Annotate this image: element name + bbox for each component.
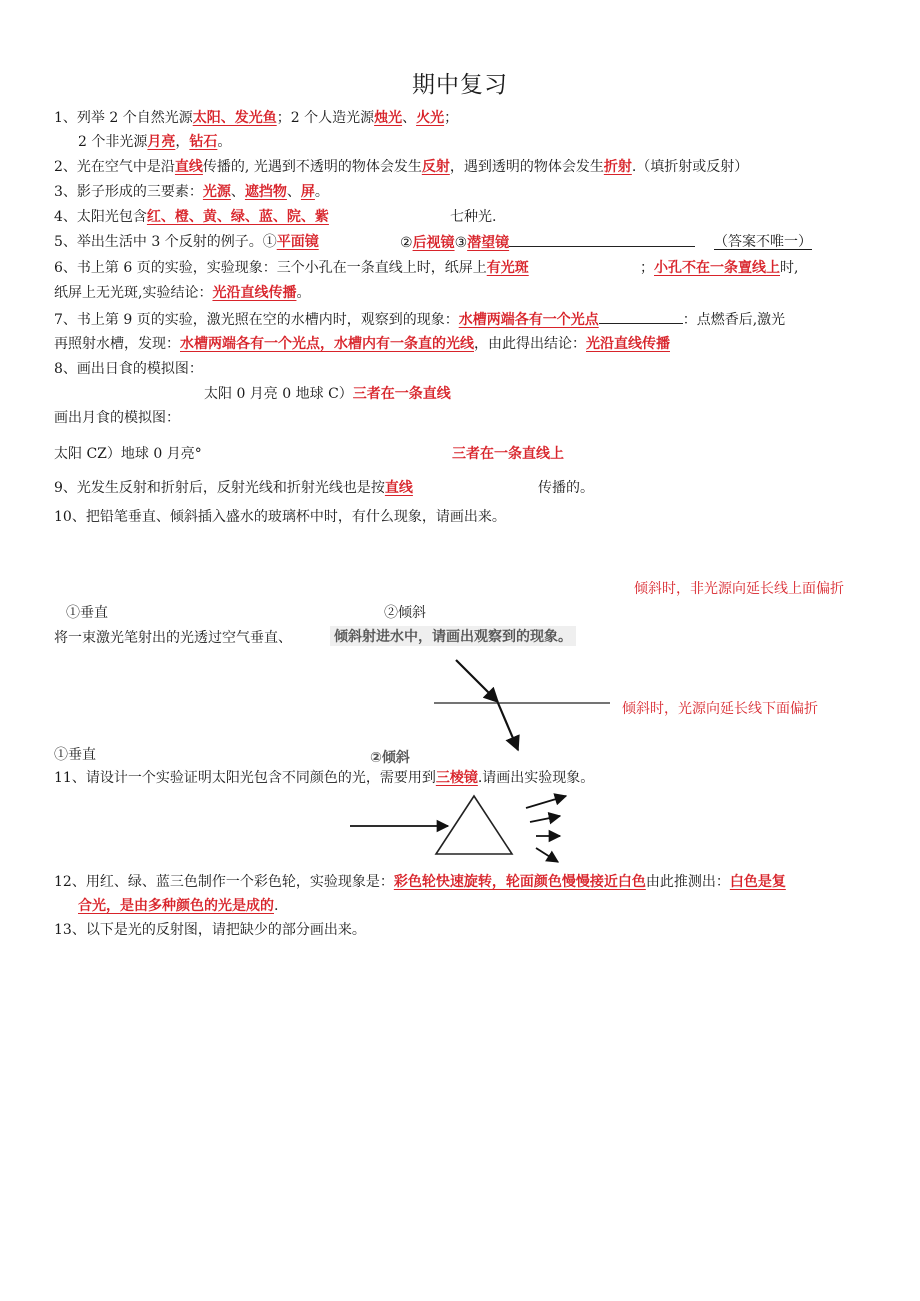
q1-text-c: 、: [402, 110, 417, 126]
q6-answer-2: 小孔不在一条亶线上: [654, 260, 780, 276]
q2-answer-1: 直线: [174, 159, 203, 175]
refracted-ray: [498, 703, 518, 750]
q10-label-vertical-2: ①垂直: [54, 747, 96, 763]
q10-laser-prompt-grey: 倾斜射进水中，请画出观察到的现象。: [330, 626, 576, 646]
q10-label-vertical: ①垂直: [66, 605, 108, 621]
lunar-eclipse-text: 太阳 CZ）地球 0 月亮°: [54, 446, 202, 462]
q3-answer-2: 遮挡物: [244, 184, 287, 200]
q10-label-tilted-2: ②倾斜: [370, 750, 410, 766]
q1-answer-4: 月亮: [147, 134, 176, 150]
q5-answer-2: 后视镜: [412, 235, 455, 251]
q10-text-a: 10、把铅笔垂直、倾斜插入盛水的玻璃杯中时，有什么现象，请画出来。: [54, 509, 506, 525]
prism-diagram: [350, 796, 566, 862]
q1-text-e: 2 个非光源: [78, 134, 148, 150]
q11-text-b: .请画出实验现象。: [477, 770, 595, 786]
q12-text-b: 由此推测出：: [645, 874, 730, 890]
q3-text-d: 。: [314, 184, 329, 200]
q8-text-b: 画出月食的模拟图：: [54, 410, 180, 426]
q4-text-a: 4、太阳光包含: [54, 209, 147, 225]
prism-triangle: [436, 796, 512, 854]
q10-note-tilted-nonsource: 倾斜时，非光源向延长线上面偏折: [634, 581, 844, 597]
q3-text-a: 3、影子形成的三要素：: [54, 184, 203, 200]
q5-text-d: （答案不唯一）: [714, 234, 812, 250]
q5-text-b: ②: [400, 235, 413, 251]
q5-answer-3: 潜望镜: [467, 235, 510, 251]
q11-text-a: 11、请设计一个实验证明太阳光包含不同颜色的光，需要用到: [54, 770, 436, 786]
q7-text-d: ，由此得出结论：: [474, 336, 586, 352]
q3-answer-1: 光源: [202, 184, 231, 200]
q2-answer-3: 折射: [603, 159, 632, 175]
refraction-diagram: [434, 660, 610, 750]
q7-answer-1: 水槽两端各有一个光点: [458, 312, 599, 328]
q5-answer-1: 平面镜: [276, 234, 319, 250]
q6-text-b: ；: [640, 260, 654, 276]
q10-note-tilted-source: 倾斜时，光源向延长线下面偏折: [622, 701, 818, 717]
q11-answer-1: 三棱镜: [435, 770, 478, 786]
q5-text-c: ③: [454, 235, 468, 251]
q7-answer-2: 水槽两端各有一个光点，水槽内有一条直的光线: [180, 336, 474, 352]
dispersed-ray-2: [530, 816, 560, 822]
dispersed-ray-1: [526, 796, 566, 808]
q2-text-b: 传播的, 光遇到不透明的物体会发生: [202, 159, 422, 175]
q6-text-a: 6、书上第 6 页的实验，实验现象：三个小孔在一条直线上时，纸屏上: [54, 260, 487, 276]
q3-text-b: 、: [230, 184, 245, 200]
solar-eclipse-answer: 三者在一条直线: [352, 386, 451, 402]
q9-text-b: 传播的。: [538, 480, 594, 496]
q5-text-a: 5、举出生活中 3 个反射的例子。①: [54, 234, 277, 250]
lunar-eclipse-answer: 三者在一条直线上: [452, 446, 564, 462]
q6-text-e: 。: [296, 285, 311, 301]
q2-text-a: 2、光在空气中是沿: [54, 159, 175, 175]
q6-answer-3: 光沿直线传播: [212, 285, 297, 301]
q2-text-d: .（填折射或反射）: [631, 159, 749, 175]
q6-text-c: 时,: [780, 260, 799, 276]
q3-text-c: 、: [286, 184, 301, 200]
q12-answer-3: 合光，是由多种颜色的光是成的: [78, 898, 274, 914]
q10-label-tilted: ②倾斜: [384, 605, 426, 621]
solar-eclipse-text: 太阳 0 月亮 0 地球 C）: [204, 386, 353, 402]
q1-text-d: ；: [444, 110, 459, 126]
q10-laser-prompt: 将一束激光笔射出的光透过空气垂直、: [54, 630, 292, 646]
q1-text-g: 。: [217, 134, 232, 150]
q7-answer-3: 光沿直线传播: [586, 336, 670, 352]
q12-answer-1: 彩色轮快速旋转，轮面颜色慢慢接近白色: [393, 874, 646, 890]
q9-text-a: 9、光发生反射和折射后，反射光线和折射光线也是按: [54, 480, 385, 496]
q2-answer-2: 反射: [421, 159, 450, 175]
page-title: 期中复习: [412, 72, 508, 98]
q1-answer-3: 火光: [416, 110, 445, 126]
q7-text-a: 7、书上第 9 页的实验，激光照在空的水槽内时，观察到的现象：: [54, 312, 459, 328]
q7-text-c: 再照射水槽，发现：: [54, 336, 180, 352]
dispersed-ray-4: [536, 848, 558, 862]
q1-text-b: ；2 个人造光源: [276, 110, 375, 126]
q4-text-b: 七种光.: [450, 209, 497, 225]
q1-answer-2: 烛光: [374, 110, 403, 126]
q1-answer-1: 太阳、发光鱼: [192, 110, 277, 126]
q6-text-d: 纸屏上无光斑,实验结论：: [54, 285, 213, 301]
q3-answer-3: 屏: [300, 184, 315, 200]
q1-answer-5: 钻石: [189, 134, 218, 150]
q12-answer-2: 白色是复: [729, 874, 786, 890]
q4-answer-1: 红、橙、黄、绿、蓝、院、紫: [146, 209, 329, 225]
q13-text-a: 13、以下是光的反射图，请把缺少的部分画出来。: [54, 922, 366, 938]
q12-text-c: .: [274, 898, 279, 914]
q6-answer-1: 有光斑: [486, 260, 529, 276]
incident-ray: [456, 660, 498, 702]
q12-text-a: 12、用红、绿、蓝三色制作一个彩色轮，实验现象是：: [54, 874, 394, 890]
q1-text-a: 1、列举 2 个自然光源: [54, 110, 193, 126]
q9-answer-1: 直线: [384, 480, 413, 496]
q2-text-c: ，遇到透明的物体会发生: [449, 159, 604, 175]
q8-text-a: 8、画出日食的模拟图：: [54, 361, 203, 377]
q1-text-f: ，: [175, 134, 190, 150]
q7-text-b: ：点燃香后,激光: [682, 312, 786, 328]
